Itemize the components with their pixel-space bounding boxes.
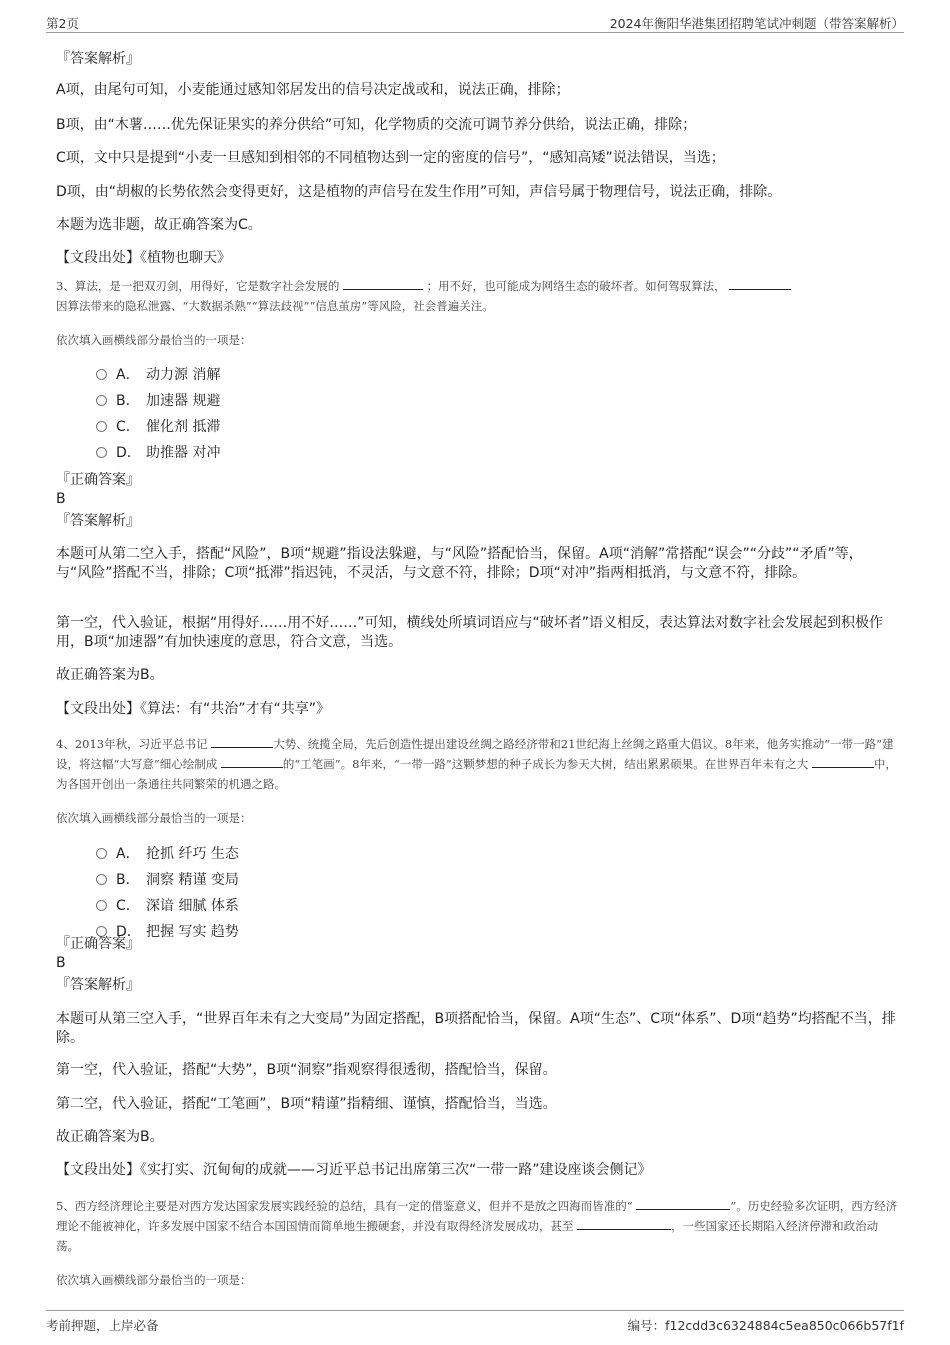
blank-line [577,1217,671,1230]
radio-icon[interactable] [96,900,107,911]
radio-icon[interactable] [96,369,107,380]
page-number: 第2页 [46,16,79,31]
q4-source: 【文段出处】《实打实、沉甸甸的成就——习近平总书记出席第三次“一带一路”建设座谈会侧记》 [56,1162,652,1178]
q4-analysis-p2: 第一空，代入验证，搭配“大势”，B项“洞察”指观察得很透彻，搭配恰当，保留。 [56,1062,557,1078]
radio-icon[interactable] [96,395,107,406]
q3-answer: B [56,491,66,507]
page-footer [46,1310,904,1335]
radio-icon[interactable] [96,874,107,885]
q4-answer: B [56,955,66,971]
q4-analysis-p3: 第二空，代入验证，搭配“工笔画”，B项“精谨”指精细、谨慎，搭配恰当，当选。 [56,1096,557,1112]
q2-analysis-label: 『答案解析』 [56,51,140,67]
radio-icon[interactable] [96,421,107,432]
q2-analysis-p3: C项，文中只是提到“小麦一旦感知到相邻的不同植物达到一定的密度的信号”，“感知高矮”说法错误，当选； [56,150,725,166]
q4-analysis-label: 『答案解析』 [56,977,140,993]
blank-line [812,755,874,768]
radio-icon[interactable] [96,848,107,859]
q3-analysis-p3: 故正确答案为B。 [56,667,164,683]
blank-line [211,735,273,748]
q3-analysis-p2: 第一空，代入验证，根据“用得好……用不好……”可知，横线处所填词语应与“破坏者”语义相反，表达算法对数字社会发展起到积极作用，B项“加速器”有加快速度的意思，符合文意，当选。 [56,615,884,650]
q2-analysis-p4: D项，由“胡椒的长势依然会变得更好，这是植物的声信号在发生作用”可知，声信号属于物理信号，说法正确，排除。 [56,184,782,200]
q4-analysis-p4: 故正确答案为B。 [56,1129,164,1145]
q4-option-b[interactable]: B． 洞察 精谨 变局 [96,871,239,890]
q4-answer-label: 『正确答案』 [56,936,140,952]
q4-option-c[interactable]: C． 深谙 细腻 体系 [96,897,239,916]
blank-line [636,1197,730,1210]
q3-source: 【文段出处】《算法：有“共治”才有“共享”》 [56,701,331,717]
q3-answer-label: 『正确答案』 [56,472,140,488]
page-header [46,14,904,33]
document-title: 2024年衡阳华港集团招聘笔试冲刺题（带答案解析） [609,16,904,31]
q3-option-d[interactable]: D． 助推器 对冲 [96,444,220,463]
q4-analysis-p1: 本题可从第三空入手，“世界百年未有之大变局”为固定搭配，B项搭配恰当，保留。A项“生态”、C项“体系”、D项“趋势”均搭配不当，排除。 [56,1011,896,1046]
q2-analysis-p1: A项，由尾句可知，小麦能通过感知邻居发出的信号决定战或和，说法正确，排除； [56,82,570,98]
q3-stem: 3、算法，是一把双刃剑，用得好，它是数字社会发展的 ；用不好，也可能成为网络生态的破坏者。如何驾驭算法， 因算法带来的隐私泄露、“大数据杀熟”“算法歧视”“信息茧房”等风险，社会普遍关注。 [56,276,898,316]
q2-source: 【文段出处】《植物也聊天》 [56,250,231,266]
footer-slogan: 考前押题，上岸必备 [46,1318,159,1333]
q4-option-a[interactable]: A． 抢抓 纤巧 生态 [96,845,239,864]
q4-stem: 4、2013年秋，习近平总书记 大势、统揽全局，先后创造性提出建设丝绸之路经济带和21世纪海上丝绸之路重大倡议。8年来，他务实推动“一带一路”建设，将这幅“大写意”细心绘制成 的“工笔画”。8年来，“一带一路”这颗梦想的种子成长为参天大树，结出累累硕果。在世界百年未有之大 中，为各国开创出一条通往共同繁荣的机遇之路。 [56,737,897,791]
footer-serial: 编号：f12cdd3c6324884c5ea850c066b57f1f [627,1318,904,1333]
q5-prompt: 依次填入画横线部分最恰当的一项是： [56,1273,252,1287]
q3-prompt: 依次填入画横线部分最恰当的一项是： [56,333,252,347]
q3-option-c[interactable]: C． 催化剂 抵滞 [96,418,220,437]
q3-option-b[interactable]: B． 加速器 规避 [96,392,220,411]
q4-prompt: 依次填入画横线部分最恰当的一项是： [56,811,252,825]
blank-line [221,755,283,768]
q2-analysis-p2: B项，由“木薯……优先保证果实的养分供给”可知，化学物质的交流可调节养分供给，说法正确，排除； [56,117,697,133]
q2-analysis-p5: 本题为选非题，故正确答案为C。 [56,217,262,233]
q3-analysis-label: 『答案解析』 [56,513,140,529]
q4-option-d[interactable]: D． 把握 写实 趋势 [96,923,239,942]
q3-analysis-p1: 本题可从第二空入手，搭配“风险”，B项“规避”指设法躲避，与“风险”搭配恰当，保留。A项“消解”常搭配“误会”“分歧”“矛盾”等，与“风险”搭配不当，排除；C项“抵滞”指迟钝，不灵活，与文意不符，排除；D项“对冲”指两相抵消，与文意不符，排除。 [56,546,863,581]
q5-stem: 5、西方经济理论主要是对西方发达国家发展实践经验的总结，具有一定的借鉴意义，但并不是放之四海而皆准的“ ”。历史经验多次证明，西方经济理论不能被神化，许多发展中国家不结合本国国情而简单地生搬硬套，并没有取得经济发展成功，甚至 ，一些国家还长期陷入经济停滞和政治动荡。 [56,1199,898,1253]
q3-option-a[interactable]: A． 动力源 消解 [96,366,220,385]
radio-icon[interactable] [96,447,107,458]
blank-line [729,277,791,290]
blank-line [343,277,423,290]
